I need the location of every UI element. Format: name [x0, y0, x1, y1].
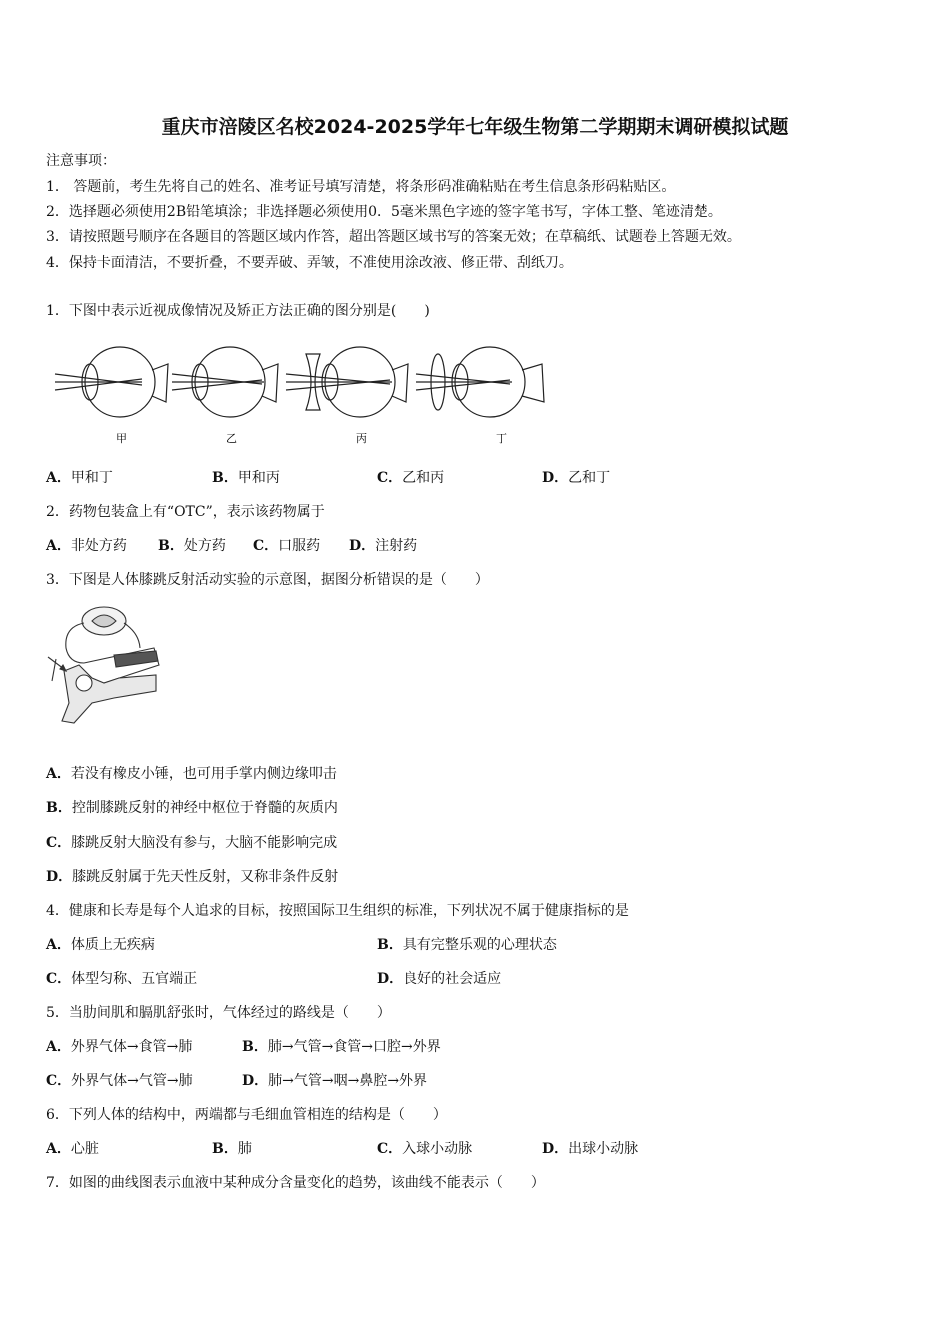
q3-option-c: C．膝跳反射大脑没有参与，大脑不能影响完成 [46, 835, 338, 851]
q4-option-d: D．良好的社会适应 [377, 971, 502, 987]
notice-heading: 注意事项： [46, 153, 116, 169]
q6-option-d: D．出球小动脉 [542, 1141, 639, 1157]
q1-stem: 1．下图中表示近视成像情况及矫正方法正确的图分别是( ) [46, 303, 430, 319]
q1-eye-figure [50, 340, 560, 450]
q3-option-d: D．膝跳反射属于先天性反射，又称非条件反射 [46, 869, 339, 885]
q4-option-a: A．体质上无疾病 [46, 937, 155, 953]
notice-item: 4．保持卡面清洁，不要折叠，不要弄破、弄皱，不准使用涂改液、修正带、刮纸刀。 [46, 255, 573, 271]
q2-option-a: A．非处方药 [46, 538, 127, 554]
figure-label-jia: 甲 [116, 432, 127, 445]
q4-option-b: B．具有完整乐观的心理状态 [377, 937, 557, 953]
figure-label-bing: 丙 [356, 432, 367, 445]
q6-stem: 6．下列人体的结构中，两端都与毛细血管相连的结构是（ ） [46, 1107, 447, 1123]
q1-option-c: C．乙和丙 [377, 470, 445, 486]
q4-stem: 4．健康和长寿是每个人追求的目标，按照国际卫生组织的标准，下列状况不属于健康指标的是 [46, 903, 629, 919]
eye-diagram-ding [416, 347, 544, 417]
q1-option-a: A．甲和丁 [46, 470, 113, 486]
notice-item: 1． 答题前，考生先将自己的姓名、准考证号填写清楚，将条形码准确粘贴在考生信息条形码粘贴区。 [46, 179, 676, 195]
q6-option-a: A．心脏 [46, 1141, 99, 1157]
q5-option-d: D．肺→气管→咽→鼻腔→外界 [242, 1073, 428, 1089]
eye-diagram-yi [172, 347, 278, 417]
q5-option-b: B．肺→气管→食管→口腔→外界 [242, 1039, 441, 1055]
q2-option-c: C．口服药 [253, 538, 321, 554]
q3-option-a: A．若没有橡皮小锤，也可用手掌内侧边缘叩击 [46, 766, 337, 782]
q1-option-b: B．甲和丙 [212, 470, 280, 486]
q5-option-a: A．外界气体→食管→肺 [46, 1039, 193, 1055]
q7-stem: 7．如图的曲线图表示血液中某种成分含量变化的趋势，该曲线不能表示（ ） [46, 1175, 545, 1191]
q6-option-b: B．肺 [212, 1141, 252, 1157]
q3-stem: 3．下图是人体膝跳反射活动实验的示意图，据图分析错误的是（ ） [46, 572, 489, 588]
q5-stem: 5．当肋间肌和膈肌舒张时，气体经过的路线是（ ） [46, 1005, 391, 1021]
q5-option-c: C．外界气体→气管→肺 [46, 1073, 193, 1089]
figure-label-yi: 乙 [226, 432, 237, 445]
q2-option-d: D．注射药 [349, 538, 418, 554]
eye-diagram-bing [286, 347, 408, 417]
eye-diagram-jia [55, 347, 168, 417]
q6-option-c: C．入球小动脉 [377, 1141, 473, 1157]
notice-item: 2．选择题必须使用2B铅笔填涂；非选择题必须使用0．5毫米黑色字迹的签字笔书写，字体工整、笔迹清楚。 [46, 204, 722, 220]
q2-option-b: B．处方药 [158, 538, 226, 554]
figure-label-ding: 丁 [496, 432, 507, 445]
notice-item: 3．请按照题号顺序在各题目的答题区域内作答，超出答题区域书写的答案无效；在草稿纸、试题卷上答题无效。 [46, 229, 741, 245]
q2-stem: 2．药物包装盒上有“OTC”，表示该药物属于 [46, 504, 325, 520]
q3-knee-reflex-figure [44, 603, 164, 728]
q4-option-c: C．体型匀称、五官端正 [46, 971, 198, 987]
q1-option-d: D．乙和丁 [542, 470, 611, 486]
page-title: 重庆市涪陵区名校2024-2025学年七年级生物第二学期期末调研模拟试题 [161, 116, 789, 138]
q3-option-b: B．控制膝跳反射的神经中枢位于脊髓的灰质内 [46, 800, 338, 816]
